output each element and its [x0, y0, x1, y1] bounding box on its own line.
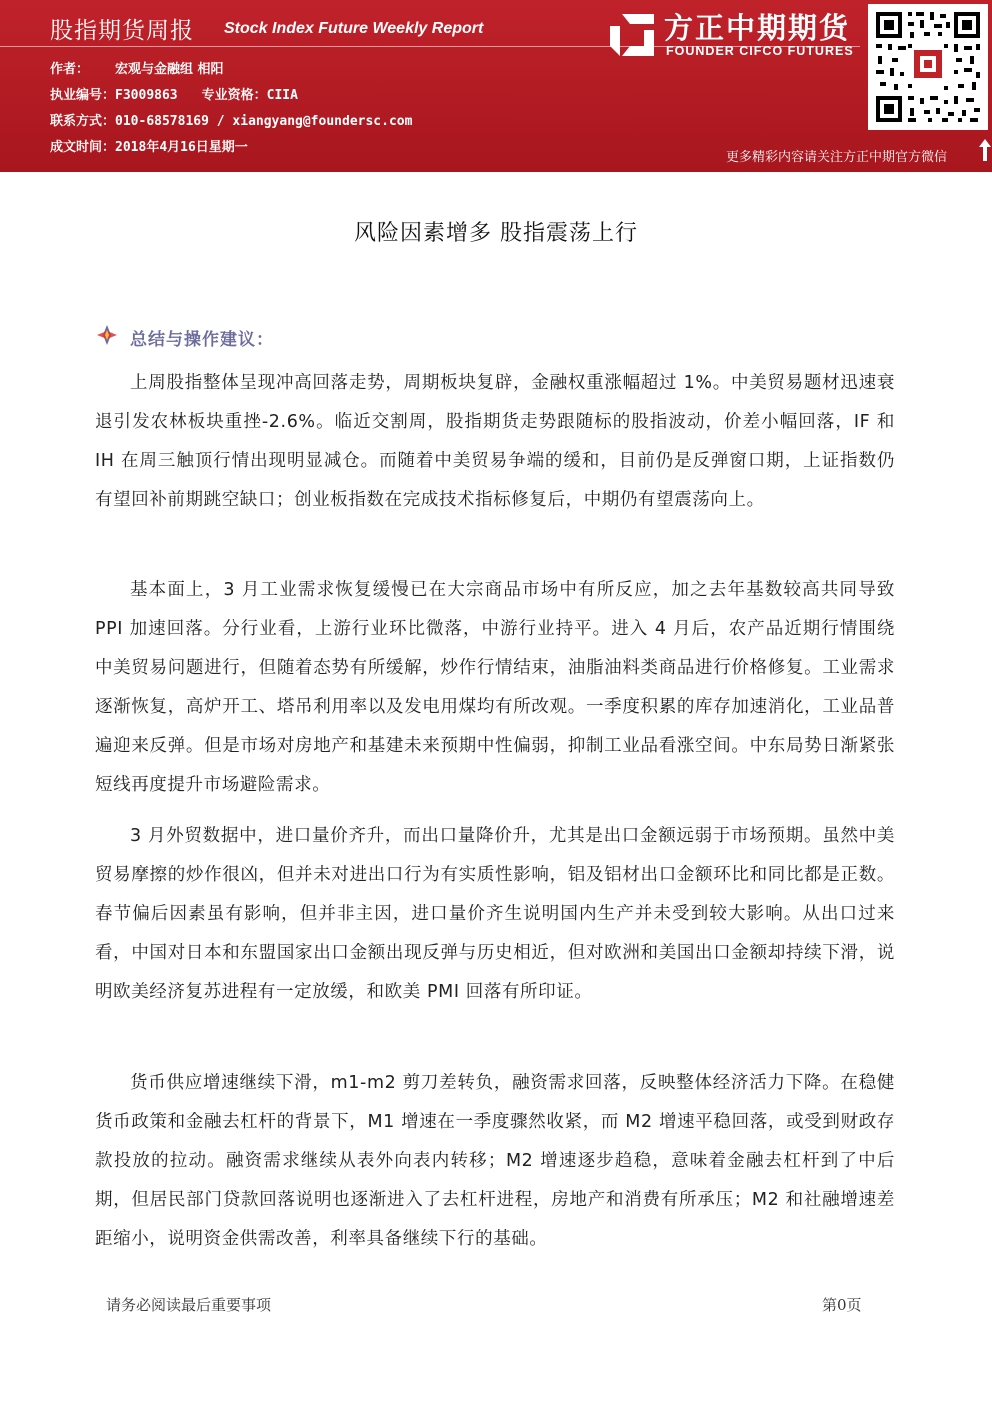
report-name-en: Stock Index Future Weekly Report [224, 20, 484, 37]
logo-english: FOUNDER CIFCO FUTURES [666, 44, 854, 58]
contact-value: 010-68578169 / xiangyang@foundersc.com [115, 114, 413, 129]
body-paragraph-4: 货币供应增速继续下滑，m1-m2 剪刀差转负，融资需求回落，反映整体经济活力下降。在稳健货币政策和金融去杠杆的背景下，M1 增速在一季度骤然收紧，而 M2 增速平稳回落，或受到财政存款投放的拉动。融资需求继续从表外向表内转移；M2 增速逐步趋稳，意味着金融去杠杆到了中后期，但居民部门贷款回落说明也逐渐进入了去杠杆进程，房地产和消费有所承压；M2 和社融增速差距缩小，说明资金供需改善，利率具备继续下行的基础。 [95, 1073, 895, 1249]
report-name: 股指期货周报 [50, 18, 194, 44]
author-value: 宏观与金融组 相阳 [115, 62, 224, 77]
section-heading: 总结与操作建议： [130, 330, 274, 350]
diamond-bullet-icon [96, 324, 118, 346]
body-paragraph-1: 上周股指整体呈现冲高回落走势，周期板块复辟，金融权重涨幅超过 1%。中美贸易题材迅速衰退引发农林板块重挫-2.6%。临近交割周，股指期货走势跟随标的股指波动，价差小幅回落，IF 和 IH 在周三触顶行情出现明显减仓。而随着中美贸易争端的缓和，目前仍是反弹窗口期，上证指数仍有望回补前期跳空缺口；创业板指数在完成技术指标修复后，中期仍有望震荡向上。 [95, 373, 895, 510]
contact-line [50, 110, 412, 129]
date-line [50, 136, 248, 155]
page-number: 第0页 [822, 1296, 862, 1314]
author-line [50, 58, 224, 77]
date-value: 2018年4月16日星期一 [115, 140, 248, 155]
footer-notice: 请务必阅读最后重要事项 [106, 1296, 272, 1314]
qualification-value: CIIA [266, 88, 298, 103]
founder-logo-icon [608, 12, 656, 58]
license-value: F3009863 [115, 88, 178, 103]
license-line [50, 84, 298, 103]
body-paragraph-2: 基本面上，3 月工业需求恢复缓慢已在大宗商品市场中有所反应，加之去年基数较高共同导致 PPI 加速回落。分行业看，上游行业环比微落，中游行业持平。进入 4 月后，农产品近期行情围绕中美贸易问题进行，但随着态势有所缓解，炒作行情结束，油脂油料类商品进行价格修复。工业需求逐渐恢复，高炉开工、塔吊利用率以及发电用煤均有所改观。一季度积累的库存加速消化，工业品普遍迎来反弹。但是市场对房地产和基建未来预期中性偏弱，抑制工业品看涨空间。中东局势日渐紧张短线再度提升市场避险需求。 [95, 580, 895, 795]
follow-note: 更多精彩内容请关注方正中期官方微信 [726, 150, 948, 165]
document-title: 风险因素增多 股指震荡上行 [354, 221, 638, 246]
report-header [0, 0, 992, 172]
contact-label: 联系方式： [50, 114, 116, 129]
qualification-label: 专业资格： [201, 88, 267, 103]
logo-chinese: 方正中期期货 [664, 11, 851, 45]
license-label: 执业编号： [50, 88, 116, 103]
body-paragraph-3: 3 月外贸数据中，进口量价齐升，而出口量降价升，尤其是出口金额远弱于市场预期。虽然中美贸易摩擦的炒作很凶，但并未对进出口行为有实质性影响，铝及铝材出口金额环比和同比都是正数。春节偏后因素虽有影响，但并非主因，进口量价齐生说明国内生产并未受到较大影响。从出口过来看，中国对日本和东盟国家出口金额出现反弹与历史相近，但对欧洲和美国出口金额却持续下滑，说明欧美经济复苏进程有一定放缓，和欧美 PMI 回落有所印证。 [95, 826, 895, 1002]
qr-code-icon [868, 4, 988, 130]
arrow-up-icon [978, 138, 992, 162]
author-label: 作者： [50, 62, 90, 77]
date-label: 成文时间： [50, 140, 116, 155]
